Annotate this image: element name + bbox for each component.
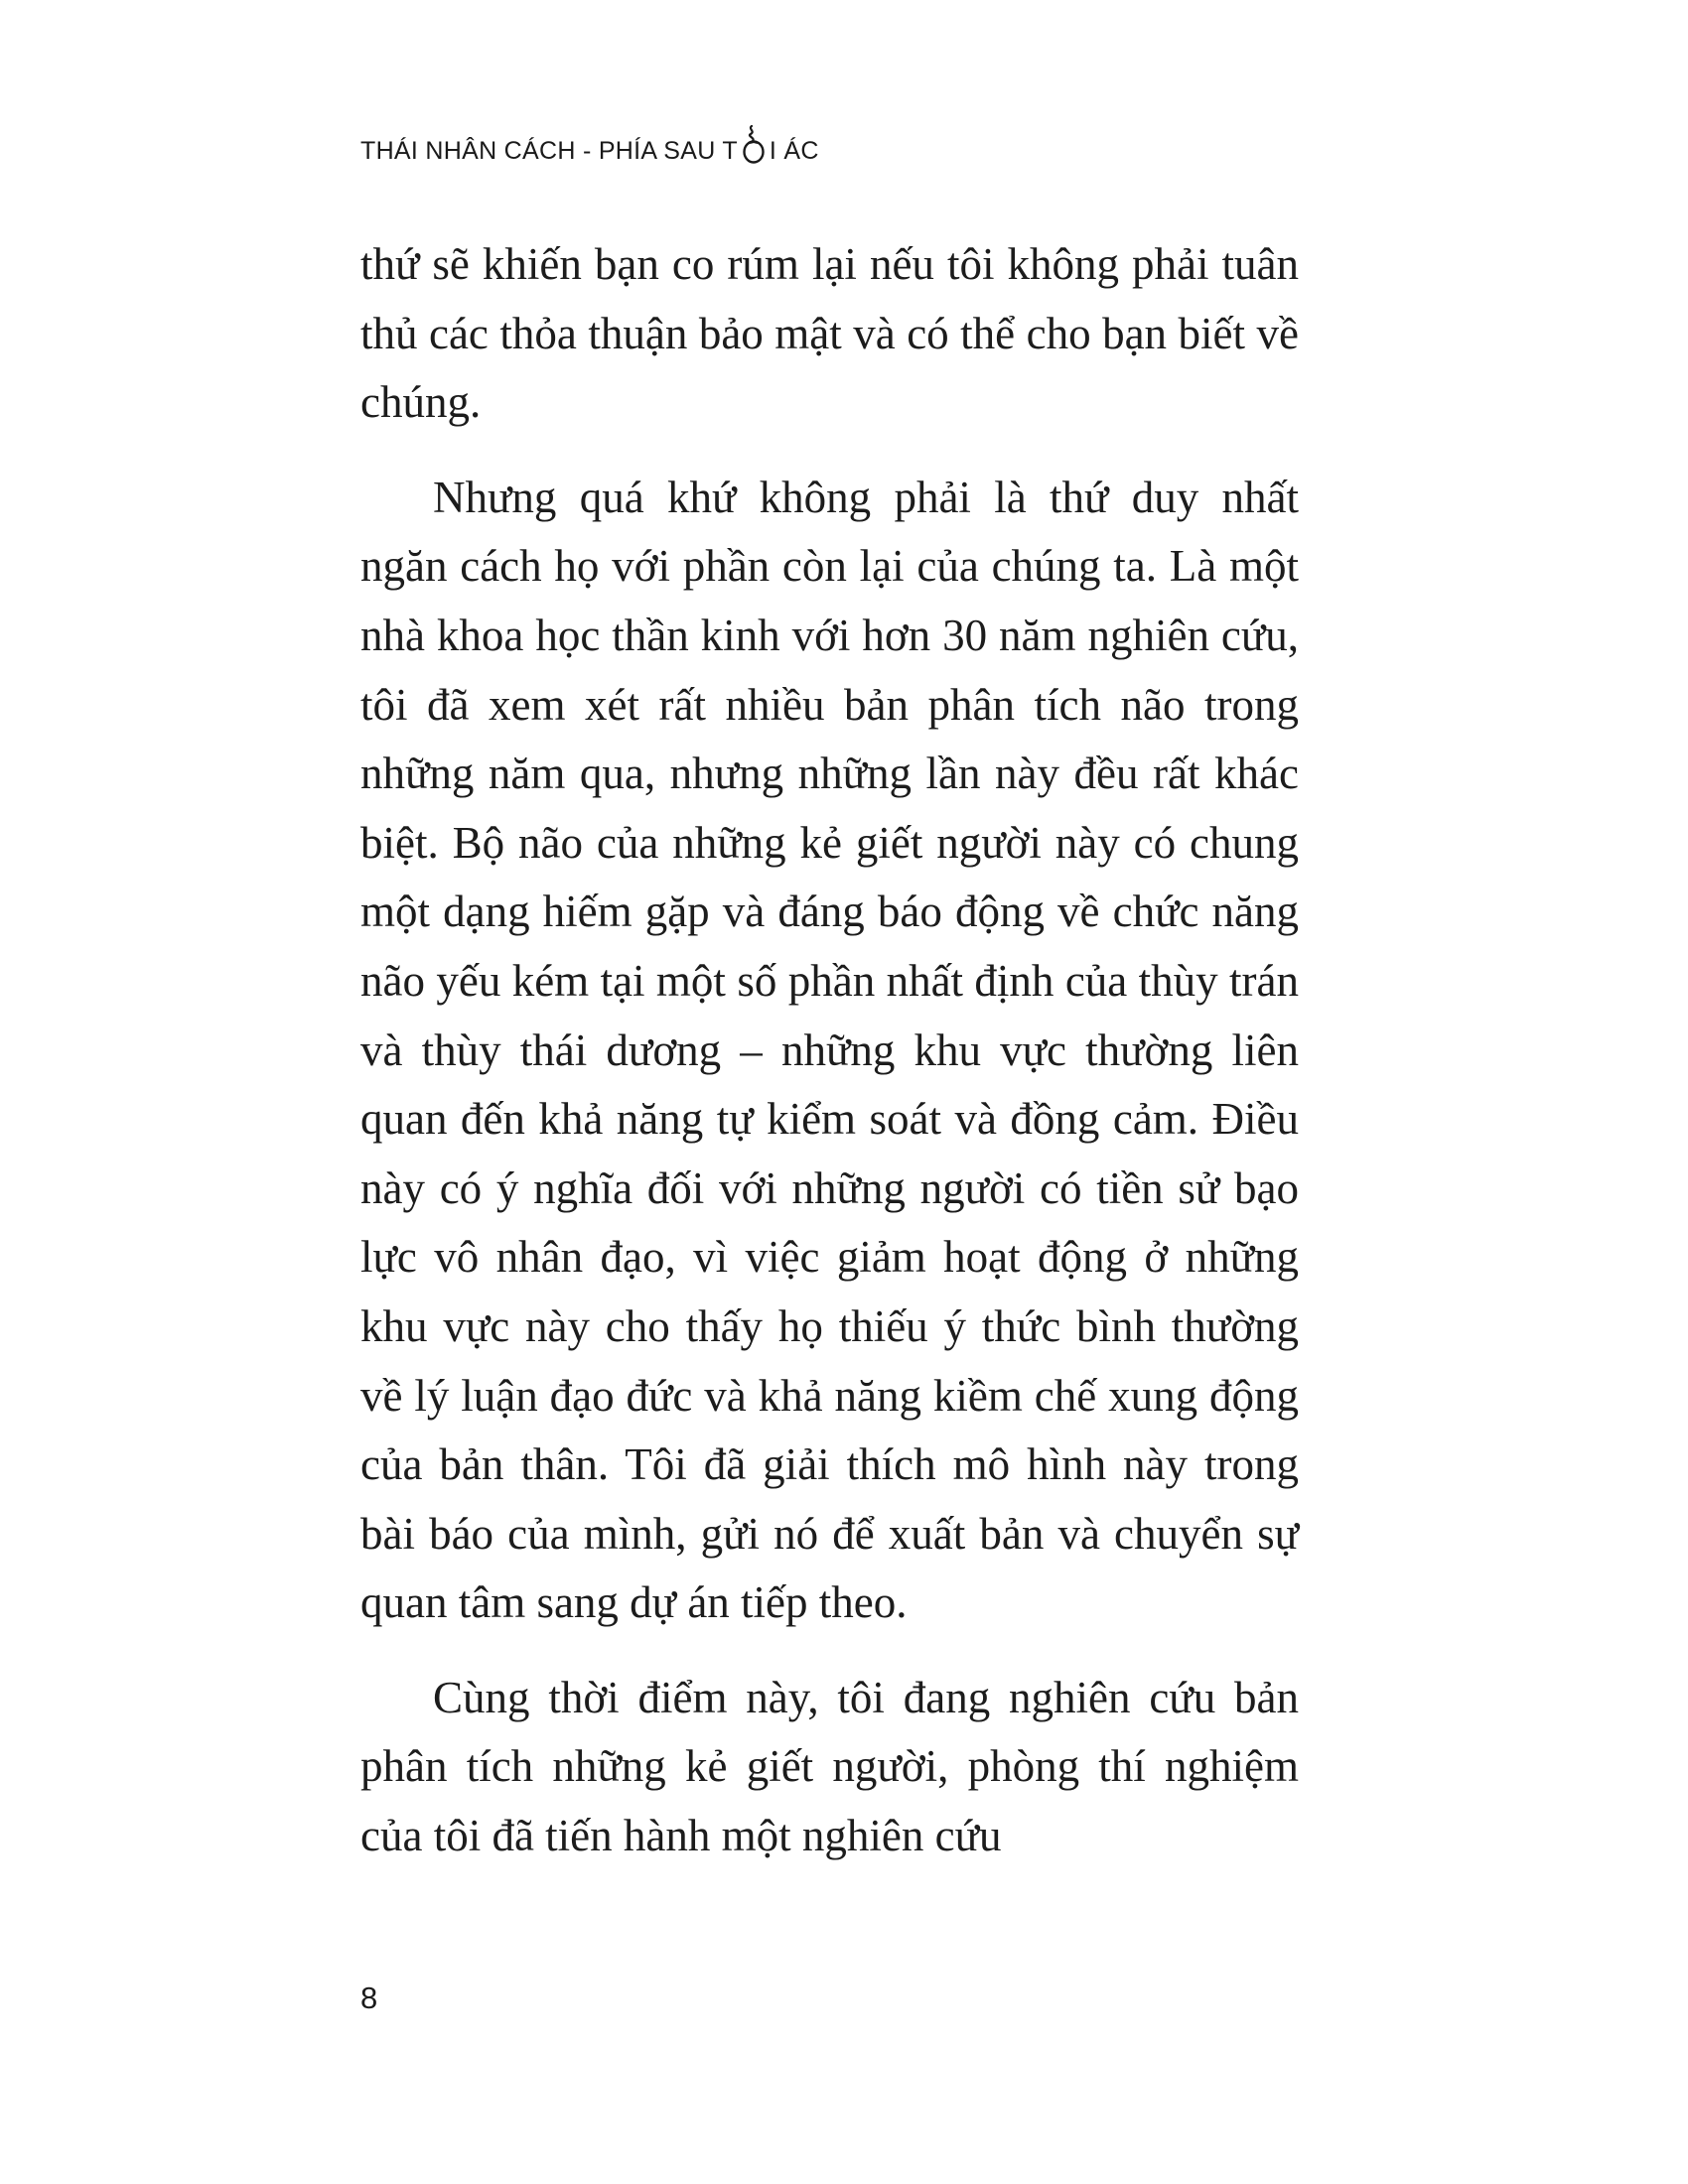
running-title-part-2: I ÁC: [769, 136, 819, 165]
hanging-rope-icon: [739, 125, 769, 165]
paragraph-2: Nhưng quá khứ không phải là thứ duy nhất ngăn cách họ với phần còn lại của chúng ta. Là một nhà khoa học thần kinh với hơn 30 năm nghiên cứu, tôi đã xem xét rất nhiều bản phân tích não trong những năm qua, nhưng những lần này đều rất khác biệt. Bộ não của những kẻ giết người này có chung một dạng hiếm gặp và đáng báo động về chức năng não yếu kém tại một số phần nhất định của thùy trán và thùy thái dương – những khu vực thường liên quan đến khả năng tự kiểm soát và đồng cảm. Điều này có ý nghĩa đối với những người có tiền sử bạo lực vô nhân đạo, vì việc giảm hoạt động ở những khu vực này cho thấy họ thiếu ý thức bình thường về lý luận đạo đức và khả năng kiềm chế xung động của bản thân. Tôi đã giải thích mô hình này trong bài báo của mình, gửi nó để xuất bản và chuyển sự quan tâm sang dự án tiếp theo.: [360, 472, 1299, 1628]
running-header: [360, 131, 819, 171]
paragraph-3: Cùng thời điểm này, tôi đang nghiên cứu bản phân tích những kẻ giết người, phòng thí nghiệm của tôi đã tiến hành một nghiên cứu: [360, 1672, 1299, 1861]
page-number: 8: [360, 1980, 378, 2015]
running-title-part-1: THÁI NHÂN CÁCH - PHÍA SAU T: [360, 136, 738, 165]
body-text: [360, 230, 1299, 1871]
paragraph-1: thứ sẽ khiến bạn co rúm lại nếu tôi không phải tuân thủ các thỏa thuận bảo mật và có thể cho bạn biết về chúng.: [360, 239, 1299, 428]
